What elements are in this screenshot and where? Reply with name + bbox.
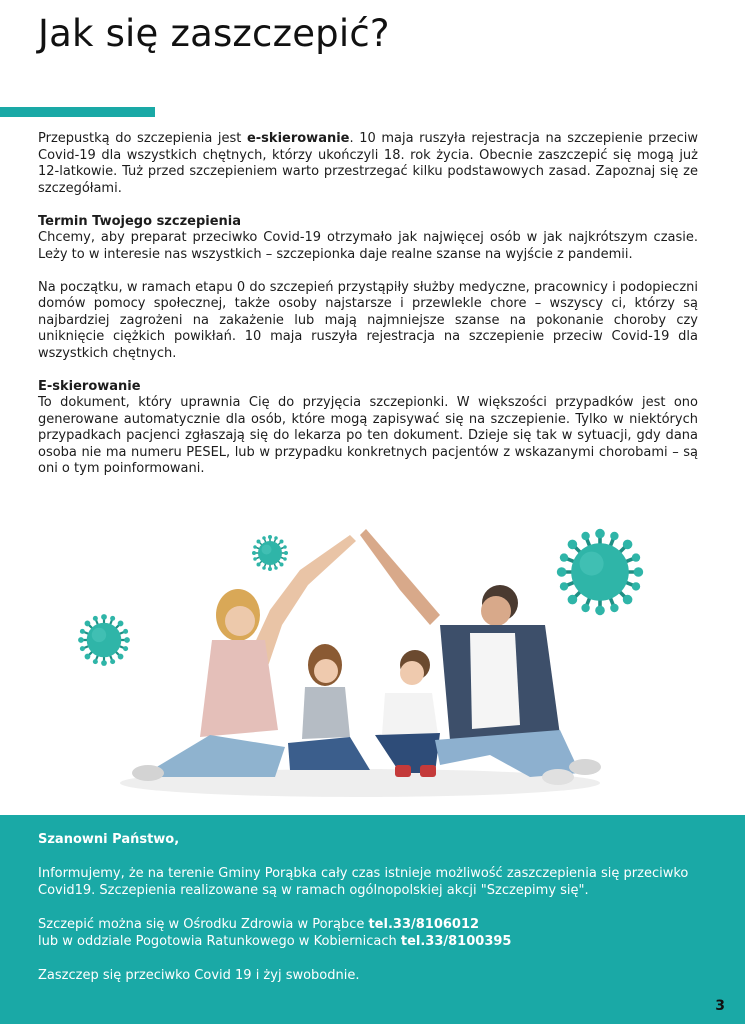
article-body — [38, 131, 698, 494]
contact-line-1: Szczepić można się w Ośrodku Zdrowia w Porąbce — [38, 917, 369, 932]
girl-figure — [288, 644, 370, 770]
boy-figure — [375, 650, 440, 777]
footer-content — [38, 831, 718, 1001]
section-text-e-referral: To dokument, który uprawnia Cię do przyjęcia szczepionki. W większości przypadków jest ono generowane automatycznie dla osób, które mogą zapisywać się na szczepienie. Tylko w niektórych przypadkach pacjenci zgłaszają się do lekarza po ten dokument. Dzieje się tak w sytuacji, gdy dana osoba nie ma numeru PESEL, lub w przypadku konkretnych pacjentów z wskazanymi chorobami – są oni o tym poinformowani. — [38, 395, 698, 476]
footer-greeting: Szanowni Państwo, — [38, 832, 180, 847]
section-e-referral — [38, 379, 698, 478]
virus-icon — [557, 529, 643, 615]
footer-banner — [0, 815, 745, 1024]
phone-kobiernice: tel.33/8100395 — [400, 934, 512, 949]
intro-paragraph — [38, 131, 698, 197]
page-title: Jak się zaszczepić? — [38, 12, 390, 55]
stage-paragraph: Na początku, w ramach etapu 0 do szczepień przystąpiły służby medyczne, pracownicy i podopieczni domów pomocy społecznej, także osoby najstarsze i przewlekle chore – wszyscy ci, którzy są najbardziej zagrożeni na zakażenie lub mają najmniejsze szanse na pokonanie choroby czy uniknięcie ciężkich powikłań. 10 maja ruszyła rejestracja na szczepienie przeciw Covid-19 dla wszystkich chętnych. — [38, 279, 698, 361]
section-heading-appointment: Termin Twojego szczepienia — [38, 213, 242, 229]
footer-contacts — [38, 916, 718, 950]
virus-icon — [252, 535, 288, 571]
intro-bold: e-skierowanie — [246, 131, 350, 146]
footer-closing: Zaszczep się przeciwko Covid 19 i żyj swobodnie. — [38, 968, 360, 983]
section-heading-e-referral: E-skierowanie — [38, 378, 141, 394]
family-illustration — [60, 515, 680, 815]
footer-info: Informujemy, że na terenie Gminy Porąbka cały czas istnieje możliwość zaszczepienia się przeciwko Covid19. Szczepienia realizowane są w ramach ogólnopolskiej akcji "Szczepimy się". — [38, 866, 689, 898]
accent-bar — [0, 107, 155, 117]
page-number: 3 — [715, 998, 725, 1014]
contact-line-2: lub w oddziale Pogotowia Ratunkowego w Kobiernicach — [38, 934, 401, 949]
phone-porabka: tel.33/8106012 — [368, 917, 480, 932]
intro-suffix: . 10 maja ruszyła rejestracja na szczepienie przeciw Covid-19 dla wszystkich chętnych, którzy ukończyli 18. rok życia. Obecnie zaszczepić się mogą już 12-latkowie. Tuż przed szczepieniem warto przestrzegać kilku podstawowych zasad. Zapoznaj się ze szczegółami. — [38, 131, 698, 196]
section-appointment — [38, 214, 698, 264]
section-text-appointment: Chcemy, aby preparat przeciwko Covid-19 otrzymało jak najwięcej osób w jak najkrótszym czasie. Leży to w interesie nas wszystkich – szczepionka daje realne szanse na wyjście z pandemii. — [38, 230, 698, 262]
virus-icon — [78, 614, 130, 666]
intro-prefix: Przepustką do szczepienia jest — [38, 131, 247, 146]
